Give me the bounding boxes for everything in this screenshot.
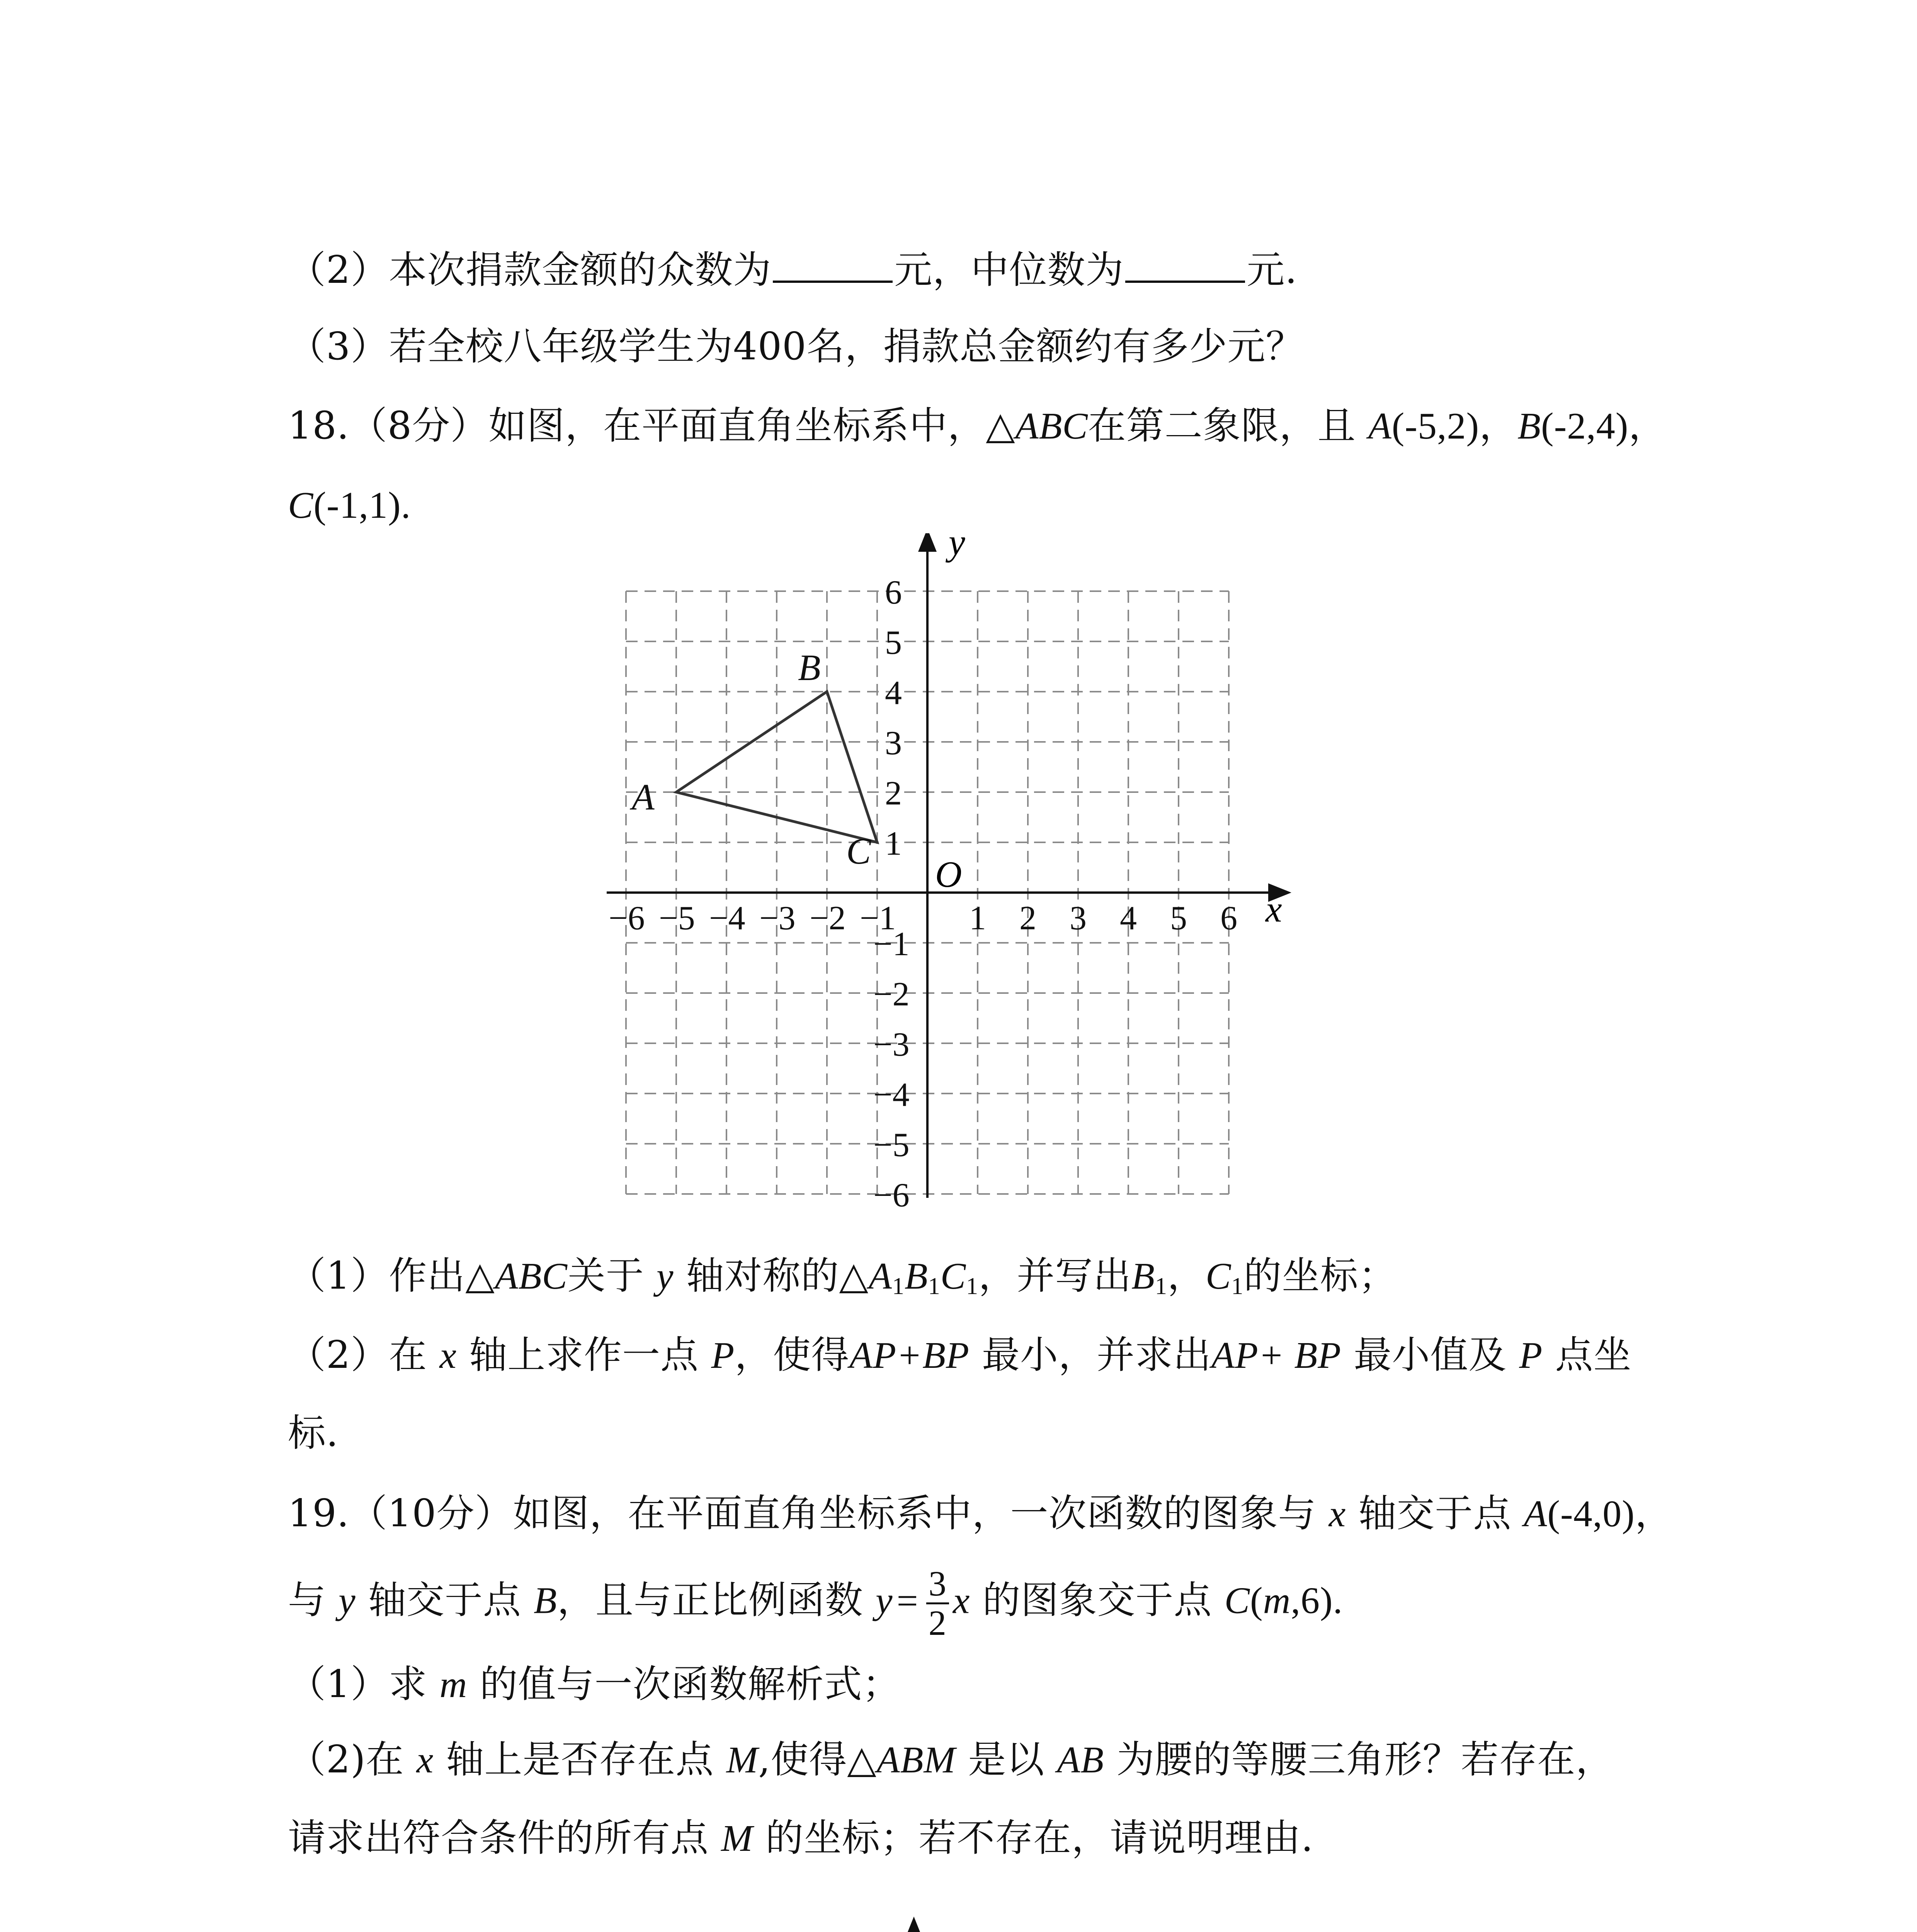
q19-p2-text2: ,使得△ [758, 1738, 877, 1782]
q19-p2-x: x [416, 1739, 434, 1781]
q19-c-m: m [1263, 1580, 1291, 1622]
q19-part2-cont [288, 1816, 1314, 1860]
q19-c-open: ( [1250, 1580, 1263, 1622]
q18-point-b-value: (-2,4)， [1541, 405, 1667, 447]
q19-y: y [338, 1580, 356, 1622]
q18-p1-text4: 的坐标； [1243, 1254, 1397, 1298]
vertex-label-c: C [846, 830, 871, 872]
q19-l2a: 与 [288, 1578, 327, 1622]
x-tick-label: −4 [709, 900, 745, 937]
x-tick-label: 4 [1120, 900, 1137, 937]
y-axis-label: y [949, 533, 965, 563]
q19-p2-text4: 为腰的等腰三角形？若存在， [1116, 1738, 1614, 1782]
q17-part2-mid: 元，中位数为 [894, 248, 1124, 292]
x-tick-label: 2 [1019, 900, 1036, 937]
q19-eq-sign: = [896, 1580, 919, 1622]
q18-p1-c1: C [940, 1255, 966, 1297]
q19-p1-rest: 的值与一次函数解析式； [480, 1662, 901, 1706]
q18-p2-expr1: AP+BP [849, 1335, 970, 1376]
x-tick-label: 1 [969, 900, 986, 937]
q18-point-b: B [1517, 405, 1541, 447]
q19-p2-ab: AB [1057, 1739, 1104, 1781]
q19-c-close: ,6). [1291, 1580, 1343, 1622]
q17-part2-end: 元. [1247, 248, 1298, 292]
q18-p1-b1: B [904, 1255, 928, 1297]
q18-p1-lead: （1）作出△ [288, 1254, 495, 1298]
x-tick-label: −6 [609, 900, 645, 937]
q18-p2-point-p2: P [1519, 1335, 1543, 1376]
q18-p1-a1: A [869, 1255, 892, 1297]
y-tick-label: 1 [885, 825, 902, 862]
q19-x: x [1328, 1493, 1346, 1535]
q19-l2c: ，且与正比例函数 [557, 1578, 863, 1622]
triangle-abc [629, 647, 877, 872]
q19-p2-text3: 是以 [968, 1738, 1045, 1782]
q19-point-b: B [534, 1580, 557, 1622]
q18-point-c: C [288, 485, 314, 526]
q18-head-text2: 在第二象限，且 [1088, 404, 1356, 448]
q19-p2-abm: ABM [876, 1739, 956, 1781]
q18-p1-text1: 关于 [567, 1254, 644, 1298]
q19-l2d: 的图象交于点 [982, 1578, 1212, 1622]
answer-blank-median [1125, 255, 1245, 283]
q18-grid-svg [599, 533, 1333, 1221]
q19-header-line2 [288, 1565, 1343, 1641]
q18-head-text: 18.（8分）如图，在平面直角坐标系中，△ [288, 404, 1015, 448]
q17-part3: （3）若全校八年级学生为400名，捐款总金额约有多少元？ [288, 325, 1304, 369]
q19-point-a: A [1524, 1493, 1548, 1535]
q19-head-text2: 轴交于点 [1358, 1492, 1512, 1536]
q18-part2-cont: 标. [288, 1411, 339, 1455]
q18-point-a: A [1368, 405, 1392, 447]
x-tick-label: −5 [659, 900, 695, 937]
q18-p2-lead: （2）在 [288, 1333, 427, 1377]
y-tick-label: −3 [873, 1026, 910, 1063]
x-tick-label: −3 [759, 900, 796, 937]
y-tick-label: 5 [885, 624, 902, 662]
q19-part2 [288, 1738, 1614, 1782]
y-tick-label: 4 [885, 674, 902, 712]
y-tick-label: 2 [885, 775, 902, 812]
q19-part1 [288, 1662, 901, 1706]
q18-p1-axis: y [656, 1255, 674, 1297]
x-tick-label: −1 [860, 900, 896, 937]
q19-p2-lead: （2)在 [288, 1738, 404, 1782]
q18-p2-text3: 最小，并求出 [981, 1333, 1211, 1377]
q18-p1-b1b: B [1131, 1255, 1155, 1297]
y-tick-label: −4 [873, 1076, 910, 1114]
subscript-1: 1 [1155, 1273, 1168, 1299]
q19-head-text: 19.（10分）如图，在平面直角坐标系中，一次函数的图象与 [288, 1492, 1317, 1536]
y-tick-label: 3 [885, 724, 902, 762]
x-tick-label: 5 [1170, 900, 1187, 937]
q19-point-a-value: (-4,0)， [1547, 1493, 1673, 1535]
q18-p1-c1b: C [1206, 1255, 1232, 1297]
q19-p2-text1: 轴上是否存在点 [446, 1738, 714, 1782]
q19-p2-m: M [726, 1739, 759, 1781]
q18-coordinate-figure [599, 533, 1333, 1221]
q18-p1-triangle: ABC [495, 1255, 568, 1297]
q19-eq-lhs: y [876, 1580, 893, 1622]
origin-label: O [935, 854, 962, 895]
x-tick-label: 6 [1220, 900, 1237, 937]
q19-p2-m2: M [721, 1818, 753, 1859]
q19-p1-lead: （1）求 [288, 1662, 427, 1706]
q19-eq-x: x [953, 1580, 970, 1622]
y-tick-label: −5 [873, 1126, 910, 1164]
q19-figure-svg [638, 1913, 1294, 1932]
q18-part2 [288, 1333, 1632, 1377]
y-tick-label: 6 [885, 574, 902, 611]
q17-part2 [288, 248, 1298, 292]
subscript-1: 1 [892, 1273, 905, 1299]
q18-p2-text1: 轴上求作一点 [469, 1333, 699, 1377]
y-tick-label: −2 [873, 976, 910, 1013]
q18-p2-text2: ，使得 [735, 1333, 850, 1377]
q19-point-c: C [1224, 1580, 1250, 1622]
y-tick-label: −1 [873, 925, 910, 963]
tick-labels [609, 574, 1237, 1214]
q18-p1-text3: ，并写出 [978, 1254, 1132, 1298]
q18-p2-text5: 点坐 [1555, 1333, 1632, 1377]
x-axis-label: x [1266, 888, 1282, 930]
q19-fraction [926, 1565, 949, 1641]
q18-p1-text2: 轴对称的△ [686, 1254, 869, 1298]
q18-header-cont [288, 486, 411, 524]
subscript-1: 1 [1231, 1273, 1244, 1299]
vertex-label-b: B [798, 647, 821, 688]
vertex-label-a: A [632, 776, 655, 818]
q18-p2-point-p: P [711, 1335, 735, 1376]
q18-triangle-name: ABC [1015, 405, 1088, 447]
fraction-numerator: 3 [926, 1565, 949, 1604]
q18-p2-expr2: AP+ BP [1211, 1335, 1342, 1376]
fraction-denominator: 2 [928, 1603, 947, 1643]
q19-p2-l2a: 请求出符合条件的所有点 [288, 1816, 709, 1860]
q19-l2b: 轴交于点 [368, 1578, 521, 1622]
q19-header [288, 1492, 1673, 1536]
q18-point-a-value: (-5,2)， [1391, 405, 1518, 447]
subscript-1: 1 [966, 1273, 979, 1299]
q18-p1-sep: ， [1167, 1254, 1206, 1298]
x-tick-label: −2 [810, 900, 846, 937]
q19-p2-l2b: 的坐标；若不存在，请说明理由. [765, 1816, 1314, 1860]
q19-p1-m: m [439, 1664, 468, 1706]
y-tick-label: −6 [873, 1177, 910, 1214]
q18-point-c-value: (-1,1). [313, 485, 411, 526]
q18-header [288, 404, 1667, 448]
answer-blank-mode [773, 255, 893, 283]
subscript-1: 1 [928, 1273, 941, 1299]
q18-p2-text4: 最小值及 [1354, 1333, 1507, 1377]
q17-part2-lead: （2）本次捐款金额的众数为 [288, 248, 772, 292]
q18-part1 [288, 1254, 1397, 1299]
q18-p2-axis: x [439, 1335, 457, 1376]
x-tick-label: 3 [1070, 900, 1087, 937]
q19-figure [638, 1913, 1294, 1932]
